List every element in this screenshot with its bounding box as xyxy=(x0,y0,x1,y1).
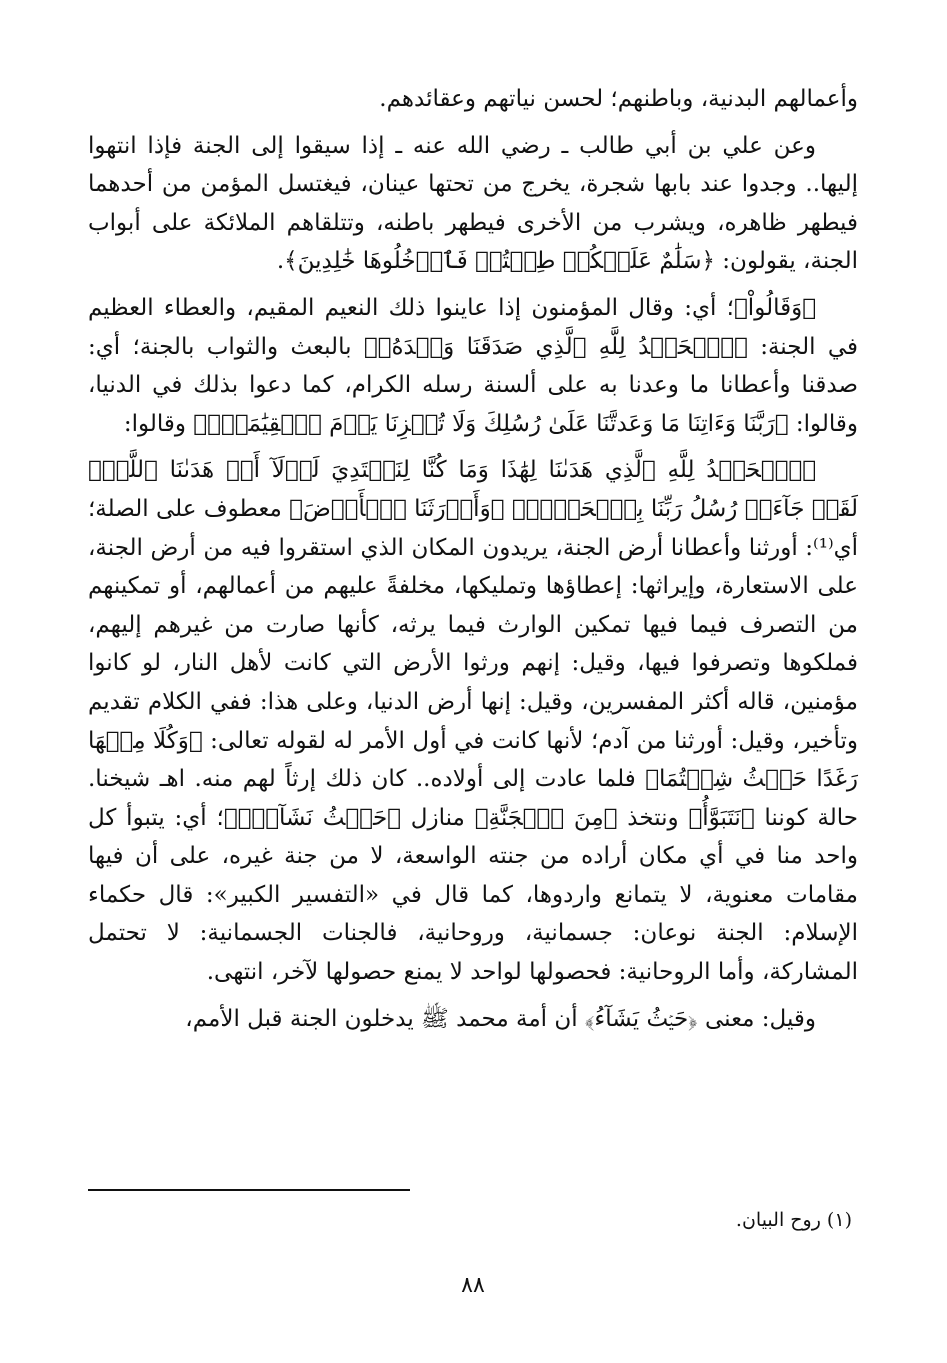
paragraph-hayth-yasha: وقيل: معنى ﴿حَيۡثُ يَشَآءُ﴾ أن أمة محمد ﷺ يدخلون الجنة قبل الأمم، xyxy=(185,1005,816,1032)
footnote-divider xyxy=(88,1189,410,1191)
footnote: (١) روح البيان. xyxy=(735,1209,852,1231)
page-number: ٨٨ xyxy=(461,1273,485,1298)
book-page xyxy=(88,80,858,1330)
paragraph-ali-narration: وعن علي بن أبي طالب ـ رضي الله عنه ـ إذا سيقوا إلى الجنة فإذا انتهوا إليها.. وجدوا عند بابها شجرة، يخرج من تحتها عينان، فيغتسل المؤمن من أحدهما فيطهر ظاهره، ويشرب من الأخرى فيطهر باطنه، وتتلقاهم الملائكة على أبواب الجنة، يقولون: ﴿سَلَٰمٌ عَلَيۡكُمۡ طِبۡتُمۡ فَٱدۡخُلُوهَا خَٰلِدِينَ﴾. xyxy=(88,132,858,275)
paragraph-wa-qalu: ﴿وَقَالُواْ﴾؛ أي: وقال المؤمنون إذا عاينوا ذلك النعيم المقيم، والعطاء العظيم في الجنة: ﴿ٱلۡحَمۡدُ لِلَّهِ ٱلَّذِي صَدَقَنَا وَعۡدَهُۥ﴾ بالبعث والثواب بالجنة؛ أي: صدقنا وأعطانا ما وعدنا به على ألسنة رسله الكرام، كما دعوا بذلك في الدنيا، وقالوا: ﴿رَبَّنَا وَءَاتِنَا مَا وَعَدتَّنَا عَلَىٰ رُسُلِكَ وَلَا تُخۡزِنَا يَوۡمَ ٱلۡقِيَٰمَةِۖ﴾ وقالوا: xyxy=(88,294,858,437)
paragraph-continuation: وأعمالهم البدنية، وباطنهم؛ لحسن نياتهم وعقائدهم. xyxy=(379,86,858,112)
paragraph-alhamdulillah: ﴿ٱلۡحَمۡدُ لِلَّهِ ٱلَّذِي هَدَىٰنَا لِهَٰذَا وَمَا كُنَّا لِنَهۡتَدِيَ لَوۡلَآ أَنۡ هَدَىٰنَا ٱللَّهُۖ لَقَدۡ جَآءَتۡ رُسُلُ رَبِّنَا بِٱلۡحَقِّۖ﴾ ﴿وَأَوۡرَثَنَا ٱلۡأَرۡضَ﴾ معطوف على الصلة؛ أي⁽¹⁾: أورثنا وأعطانا أرض الجنة، يريدون المكان الذي استقروا فيه من أرض الجنة، على الاستعارة، وإيراثها: إعطاؤها وتمليكها، مخلفةً عليهم من أعمالهم، أو تمكينهم من التصرف فيما فيها تمكين الوارث فيما يرثه، كأنها صارت من غيرهم إليهم، فملكوها وتصرفوا فيها، وقيل: إنهم ورثوا الأرض التي كانت لأهل النار، لو كانوا مؤمنين، قاله أكثر المفسرين، وقيل: إنها أرض الدنيا، وعلى هذا: ففي الكلام تقديم وتأخير، وقيل: أورثنا من آدم؛ لأنها كانت في أول الأمر له لقوله تعالى: ﴿وَكُلَا مِنۡهَا رَغَدًا حَيۡثُ شِئۡتُمَا﴾ فلما عادت إلى أولاده.. كان ذلك إرثاً لهم منه. اهـ شيخنا. حالة كوننا ﴿نَتَبَوَّأُ﴾ ونتخذ ﴿مِنَ ٱلۡجَنَّةِ﴾ منازل ﴿حَيۡثُ نَشَآءُۖ﴾؛ أي: يتبوأ كل واحد منا في أي مكان أراده من جنته الواسعة، لا من جنة غيره، على أن فيها مقامات معنوية، لا يتمانع واردوها، كما قال في «التفسير الكبير»: قال حكماء الإسلام: الجنة نوعان: جسمانية، وروحانية، فالجنات الجسمانية: لا تحتمل المشاركة، وأما الروحانية: فحصولها لواحد لا يمنع حصولها لآخر، انتهى. xyxy=(88,457,858,986)
